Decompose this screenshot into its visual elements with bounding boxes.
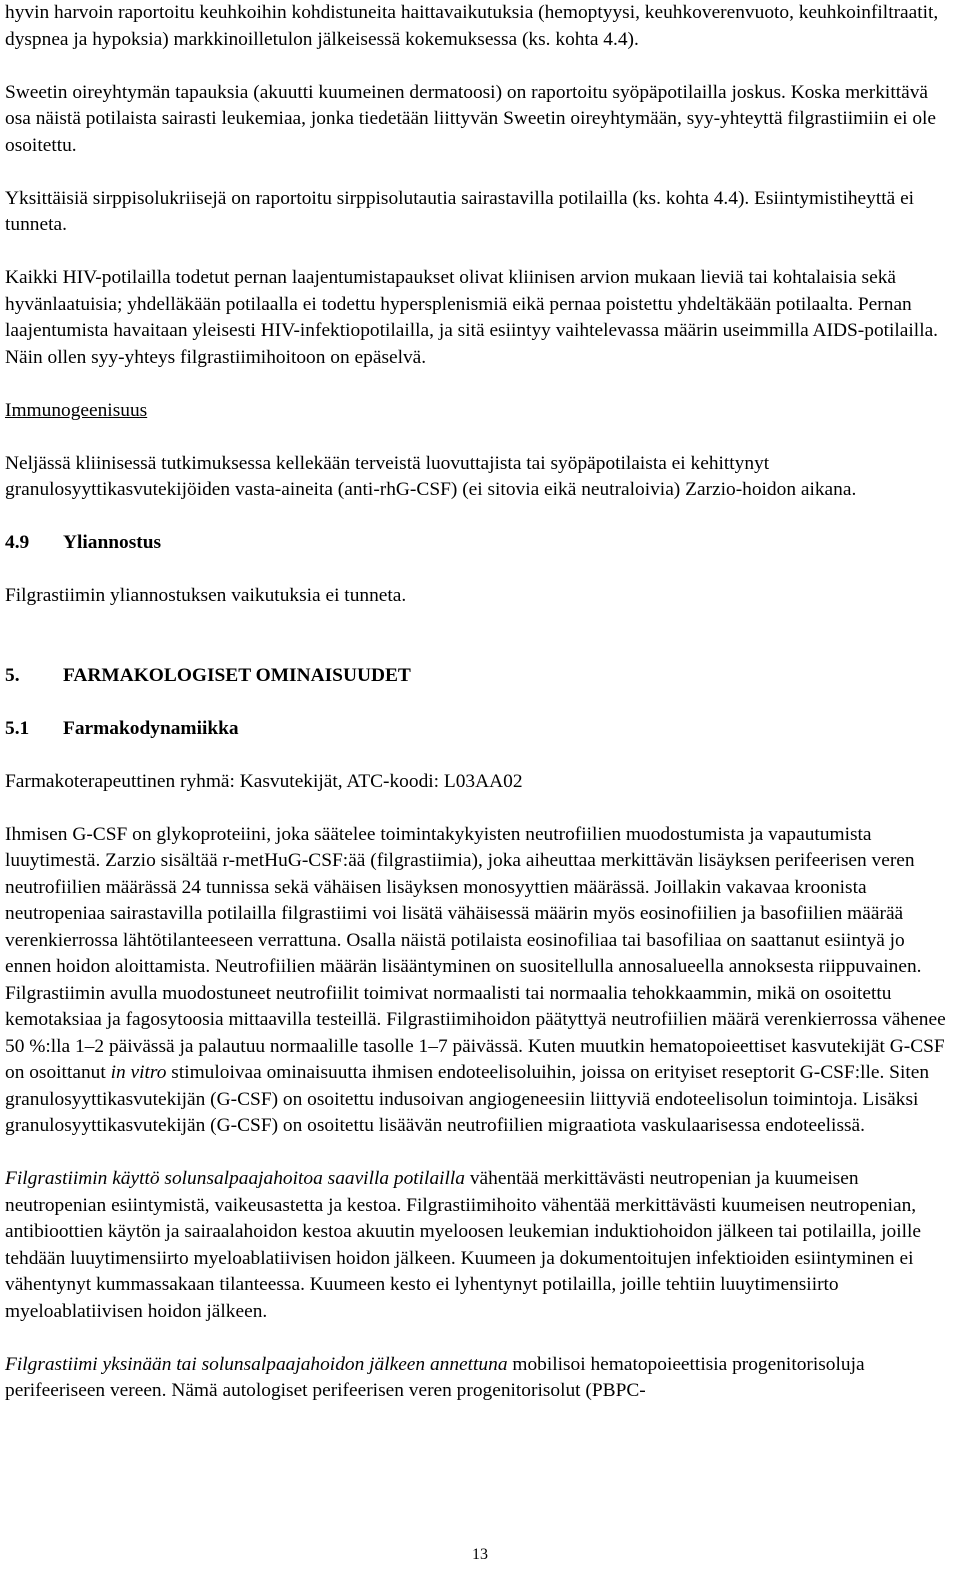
section-number: 5.1 — [5, 717, 30, 739]
section-number: 5. — [5, 664, 20, 686]
mobil-text-rest: mobilisoi hematopoieettisia progenitorisoluja perifeeriseen vereen. Nämä autologiset perifeerisen veren progenitorisolut (PBPC- — [5, 1353, 865, 1401]
gcsf-text-part-1: Ihmisen G-CSF on glykoproteiini, joka säätelee toimintakykyisten neutrofiilien muodostumista ja vapautumista luuytimestä. Zarzio sisältää r-metHuG-CSF:ää (filgrastiimia), joka aiheuttaa merkittävän lisäyksen perifeerisen veren neutrofiilien määrässä 24 tunnissa sekä vähäisen lisäyksen monosyyttien määrässä. Joillakin vakavaa kroonista neutropeniaa sairastavilla potilailla filgrastiimi voi lisätä vähäisessä määrin myös eosinofiilien ja basofiilien määrää verenkierrossa lähtötilanteeseen verrattuna. Osalla näistä potilaista eosinofiliaa tai basofiliaa on saattanut esiintyä jo ennen hoidon aloittamista. Neutrofiilien määrän lisääntyminen on suositellulla annosalueella annoksesta riippuvainen. Filgrastiimin avulla muodostuneet neutrofiilit toimivat normaalisti tai normaalia tehokkaammin, mikä on osoitettu kemotaksiaa ja fagosytoosia mittaavilla testeillä. Filgrastiimihoidon päätyttyä neutrofiilien määrä verenkierrossa vähenee 50 %:lla 1–2 päivässä ja palautuu normaalille tasolle 1–7 päivässä. Kuten muutkin hematopoieettiset kasvutekijät G-CSF on osoittanut — [5, 823, 946, 1083]
paragraph-mobilisation — [5, 1352, 955, 1405]
immunogenicity-heading — [5, 398, 955, 425]
section-title: Yliannostus — [63, 532, 162, 553]
paragraph-gcsf-mechanism — [5, 822, 955, 1140]
paragraph-atc-code: Farmakoterapeuttinen ryhmä: Kasvutekijät, ATC-koodi: L03AA02 — [5, 770, 523, 792]
mobil-lead-italic: Filgrastiimi yksinään tai solunsalpaajahoidon jälkeen annettuna — [5, 1353, 508, 1375]
section-number: 4.9 — [5, 532, 30, 553]
immunogenicity-heading-text: Immunogeenisuus — [5, 399, 148, 421]
paragraph-sweet-syndrome: Sweetin oireyhtymän tapauksia (akuutti kuumeinen dermatoosi) on raportoitu syöpäpotilailla joskus. Koska merkittävä osa näistä potilaista sairasti leukemiaa, jonka tiedetään liittyvän Sweetin oireyhtymään, syy-yhteyttä filgrastiimiin ei ole osoitettu. — [5, 81, 937, 156]
section-title: FARMAKOLOGISET OMINAISUUDET — [63, 664, 411, 686]
gcsf-text-part-2: stimuloivaa ominaisuutta ihmisen endoteelisoluihin, joissa on erityiset reseptorit G-CSF:lle. Siten granulosyyttikasvutekijän (G-CSF) on osoitettu indusoivan angiogeneesiin liittyviä endoteelisolun toimintoja. Lisäksi granulosyyttikasvutekijän (G-CSF) on osoitettu lisäävän neutrofiilien migraatiota vaskulaarisessa endoteelissä. — [5, 1062, 930, 1136]
paragraph-pulmonary-tail: hyvin harvoin raportoitu keuhkoihin kohdistuneita haittavaikutuksia (hemoptyysi, keuhkoverenvuoto, keuhkoinfiltraatit, dyspnea ja hypoksia) markkinoilletulon jälkeisessä kokemuksessa (ks. kohta 4.4). — [5, 2, 939, 50]
gcsf-in-vitro: in vitro — [110, 1062, 167, 1083]
paragraph-immunogenicity: Neljässä kliinisessä tutkimuksessa kellekään terveistä luovuttajista tai syöpäpotilaista ei kehittynyt granulosyyttikasvutekijöiden vasta-aineita (anti-rhG-CSF) (ei sitovia eikä neutraloivia) Zarzio-hoidon aikana. — [5, 452, 857, 500]
section-5-1-heading — [5, 716, 955, 743]
chemo-lead-italic: Filgrastiimin käyttö solunsalpaajahoitoa saavilla potilailla — [5, 1168, 465, 1189]
page-number: 13 — [472, 1546, 488, 1563]
document-page — [5, 0, 955, 1405]
paragraph-chemotherapy-use — [5, 1166, 955, 1325]
section-title: Farmakodynamiikka — [63, 717, 239, 739]
paragraph-sickle-cell: Yksittäisiä sirppisolukriisejä on raportoitu sirppisolutautia sairastavilla potilailla (ks. kohta 4.4). Esiintymistiheyttä ei tunneta. — [5, 187, 915, 235]
paragraph-hiv-splenomegaly: Kaikki HIV-potilailla todetut pernan laajentumistapaukset olivat kliinisen arvion mukaan lieviä tai kohtalaisia sekä hyvänlaatuisia; yhdelläkään potilaalla ei todettu hypersplenismiä eikä pernaa poistettu yhdeltäkään potilaalta. Pernan laajentumista havaitaan yleisesti HIV-infektiopotilailla, ja sitä esiintyy vaihtelevassa määrin useimmilla AIDS-potilailla. Näin ollen syy-yhteys filgrastiimihoitoon on epäselvä. — [5, 267, 939, 368]
section-5-heading — [5, 663, 955, 690]
chemo-text-rest: vähentää merkittävästi neutropenian ja kuumeisen neutropenian esiintymistä, vaikeusastetta ja kestoa. Filgrastiimihoito vähentää merkittävästi kuumeisen neutropenian, antibioottien käytön ja sairaalahoidon kestoa akuutin myeloosen leukemian induktiohoidon jälkeen tai potilailla, joille tehdään luuytimensiirto myeloablatiivisen hoidon jälkeen. Kuumeen ja dokumentoitujen infektioiden esiintyminen ei vähentynyt kummassakaan tilanteessa. Kuumeen kesto ei lyhentynyt potilailla, joille tehtiin luuytimensiirto myeloablatiivisen hoidon jälkeen. — [5, 1168, 921, 1322]
paragraph-overdose: Filgrastiimin yliannostuksen vaikutuksia ei tunneta. — [5, 585, 407, 606]
section-4-9-heading — [5, 530, 955, 557]
